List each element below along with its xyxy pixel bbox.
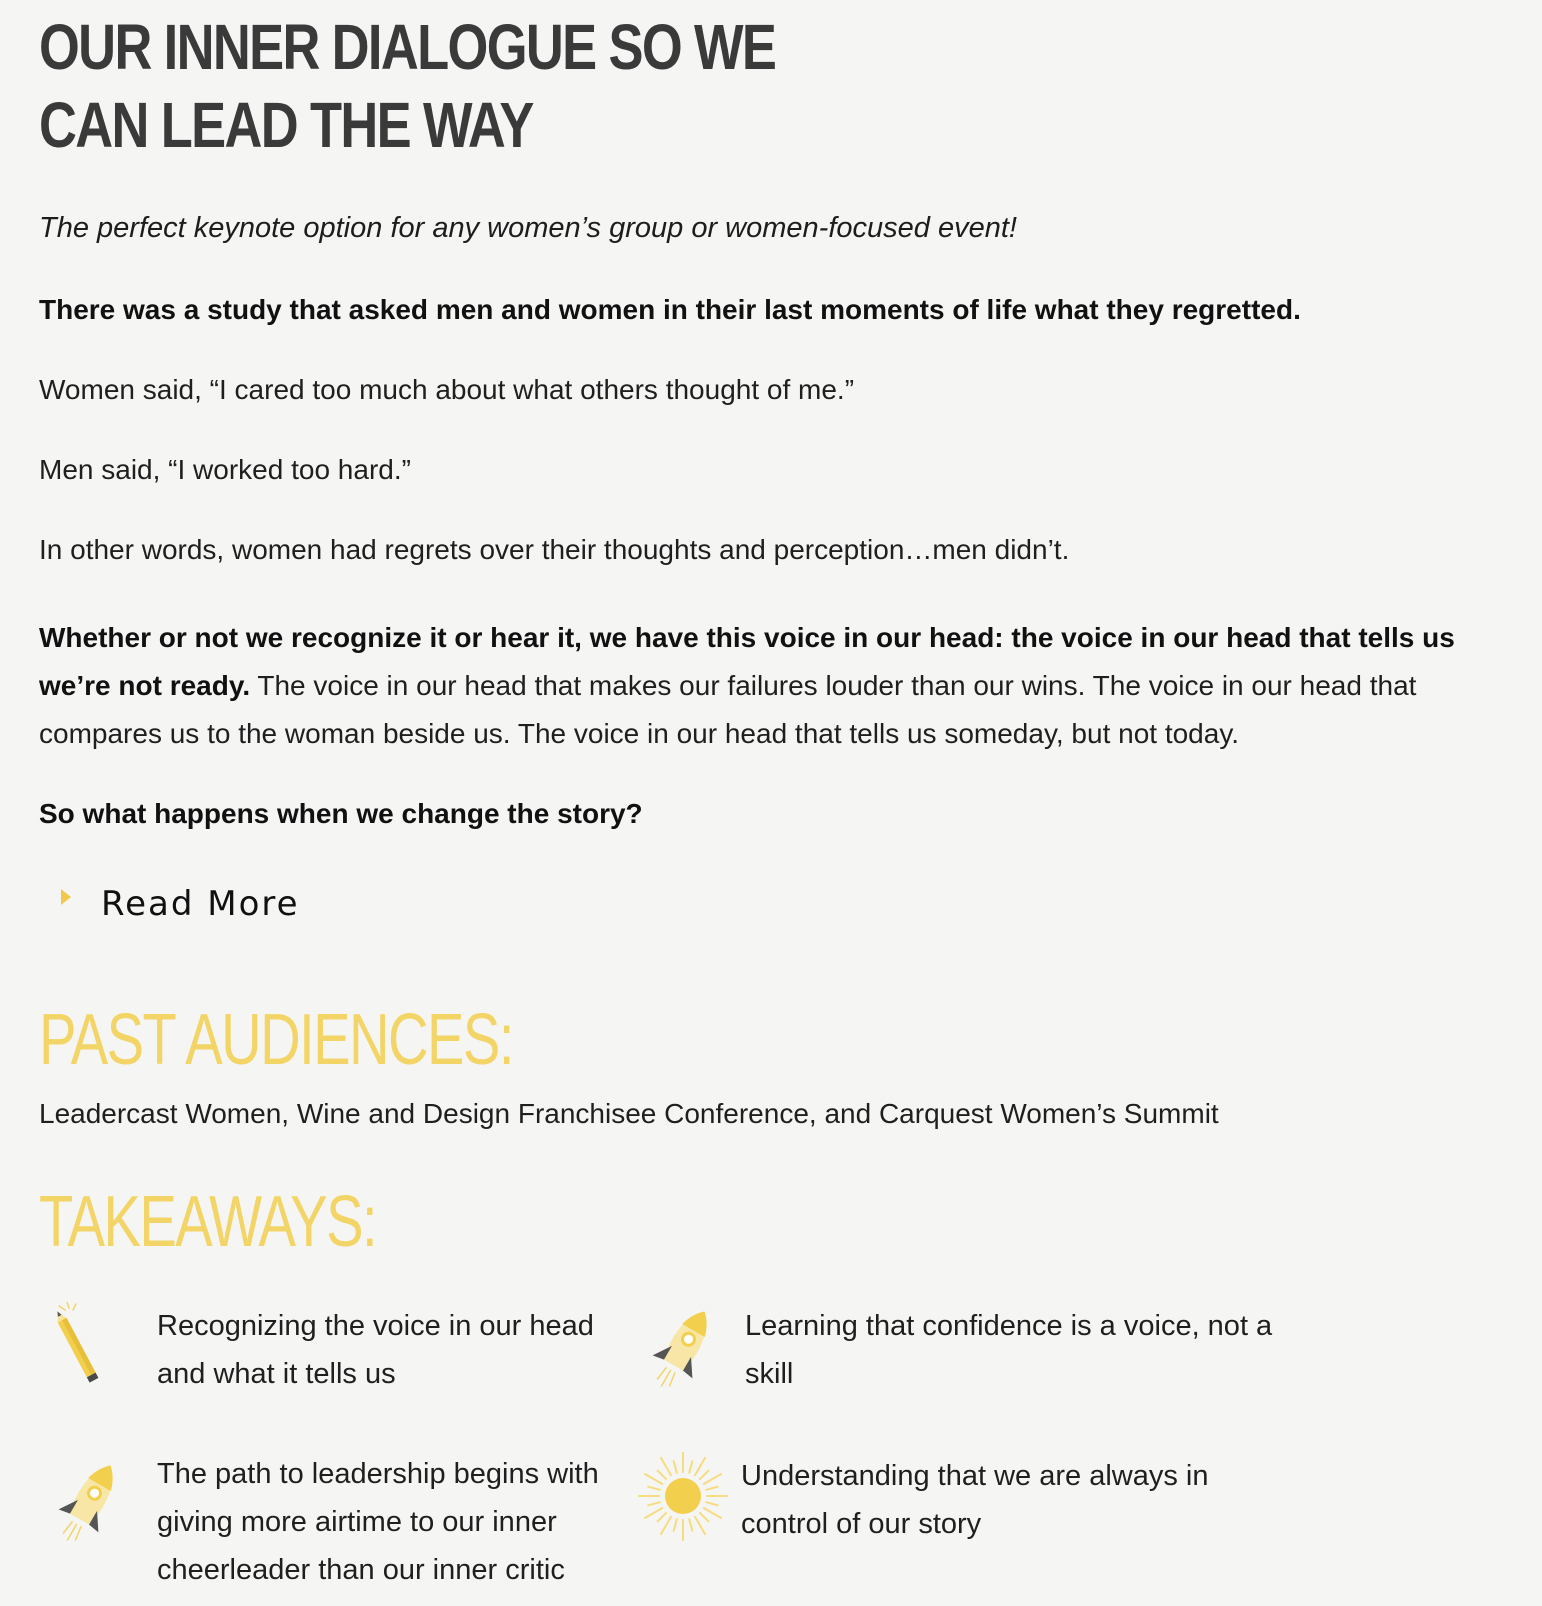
sun-ray [706,1502,718,1505]
sun-ray [661,1517,671,1534]
sun-ray [645,1474,662,1484]
page-title: OUR INNER DIALOGUE SO WE CAN LEAD THE WAY [39,11,776,161]
study-paragraph [39,286,1509,334]
sun-ray [661,1458,671,1475]
takeaway-text: The path to leadership begins with giving more airtime to our inner cheerleader than our inner critic [157,1458,599,1586]
sun-ray [674,1519,677,1531]
takeaway-item [51,1302,627,1402]
caret-right-icon [61,889,71,905]
takeaway-text: Recognizing the voice in our head and what it tells us [157,1310,594,1390]
sun-ray [706,1487,718,1490]
change-story-paragraph [39,790,1509,838]
change-story-text: So what happens when we change the story? [39,798,643,829]
takeaway-item [639,1302,1305,1402]
page-content [39,0,1509,1586]
sun-ray [704,1508,721,1518]
sun-ray [648,1502,660,1505]
sun-ray [700,1513,708,1521]
sun-ray [689,1519,692,1531]
sun-ray [695,1458,705,1475]
sun-ray [658,1471,666,1479]
sun-ray [658,1513,666,1521]
past-audiences-list: Leadercast Women, Wine and Design Franchisee Conference, and Carquest Women’s Summit [39,1098,1219,1129]
rocket-icon [51,1450,131,1550]
voice-rest-text: The voice in our head that makes our failures louder than our wins. The voice in our head that compares us to the woman beside us. The voice in our head that tells us someday, but not today. [39,670,1417,749]
voice-paragraph [39,614,1509,758]
pencil-icon [51,1302,131,1402]
sun-ray [689,1461,692,1473]
women-said-paragraph: Women said, “I cared too much about what others thought of me.” [39,374,855,405]
keynote-subtitle: The perfect keynote option for any women’s group or women-focused event! [39,212,1017,244]
read-more-toggle[interactable] [61,884,300,924]
sun-ray [674,1461,677,1473]
sun-ray [704,1474,721,1484]
takeaway-item [635,1452,1261,1552]
other-words-paragraph: In other words, women had regrets over their thoughts and perception…men didn’t. [39,534,1070,565]
sun-ray [695,1517,705,1534]
sun-ray [645,1508,662,1518]
takeaways-heading: TAKEAWAYS: [39,1182,377,1262]
sun-ray [648,1487,660,1490]
men-said-paragraph: Men said, “I worked too hard.” [39,454,411,485]
sun-icon [635,1452,715,1552]
rocket-icon [639,1302,719,1402]
takeaway-text: Learning that confidence is a voice, not a skill [745,1310,1273,1390]
takeaway-text: Understanding that we are always in control of our story [741,1460,1209,1540]
takeaway-item [51,1450,627,1594]
study-text: There was a study that asked men and women in their last moments of life what they regretted. [39,294,1301,325]
past-audiences-heading: PAST AUDIENCES: [39,1000,513,1080]
read-more-label: Read More [101,884,300,924]
sun-ray [700,1471,708,1479]
voice-bold-text: Whether or not we recognize it or hear it, we have this voice in our head: the voice in our head that tells us we’re not ready. [39,622,1455,701]
